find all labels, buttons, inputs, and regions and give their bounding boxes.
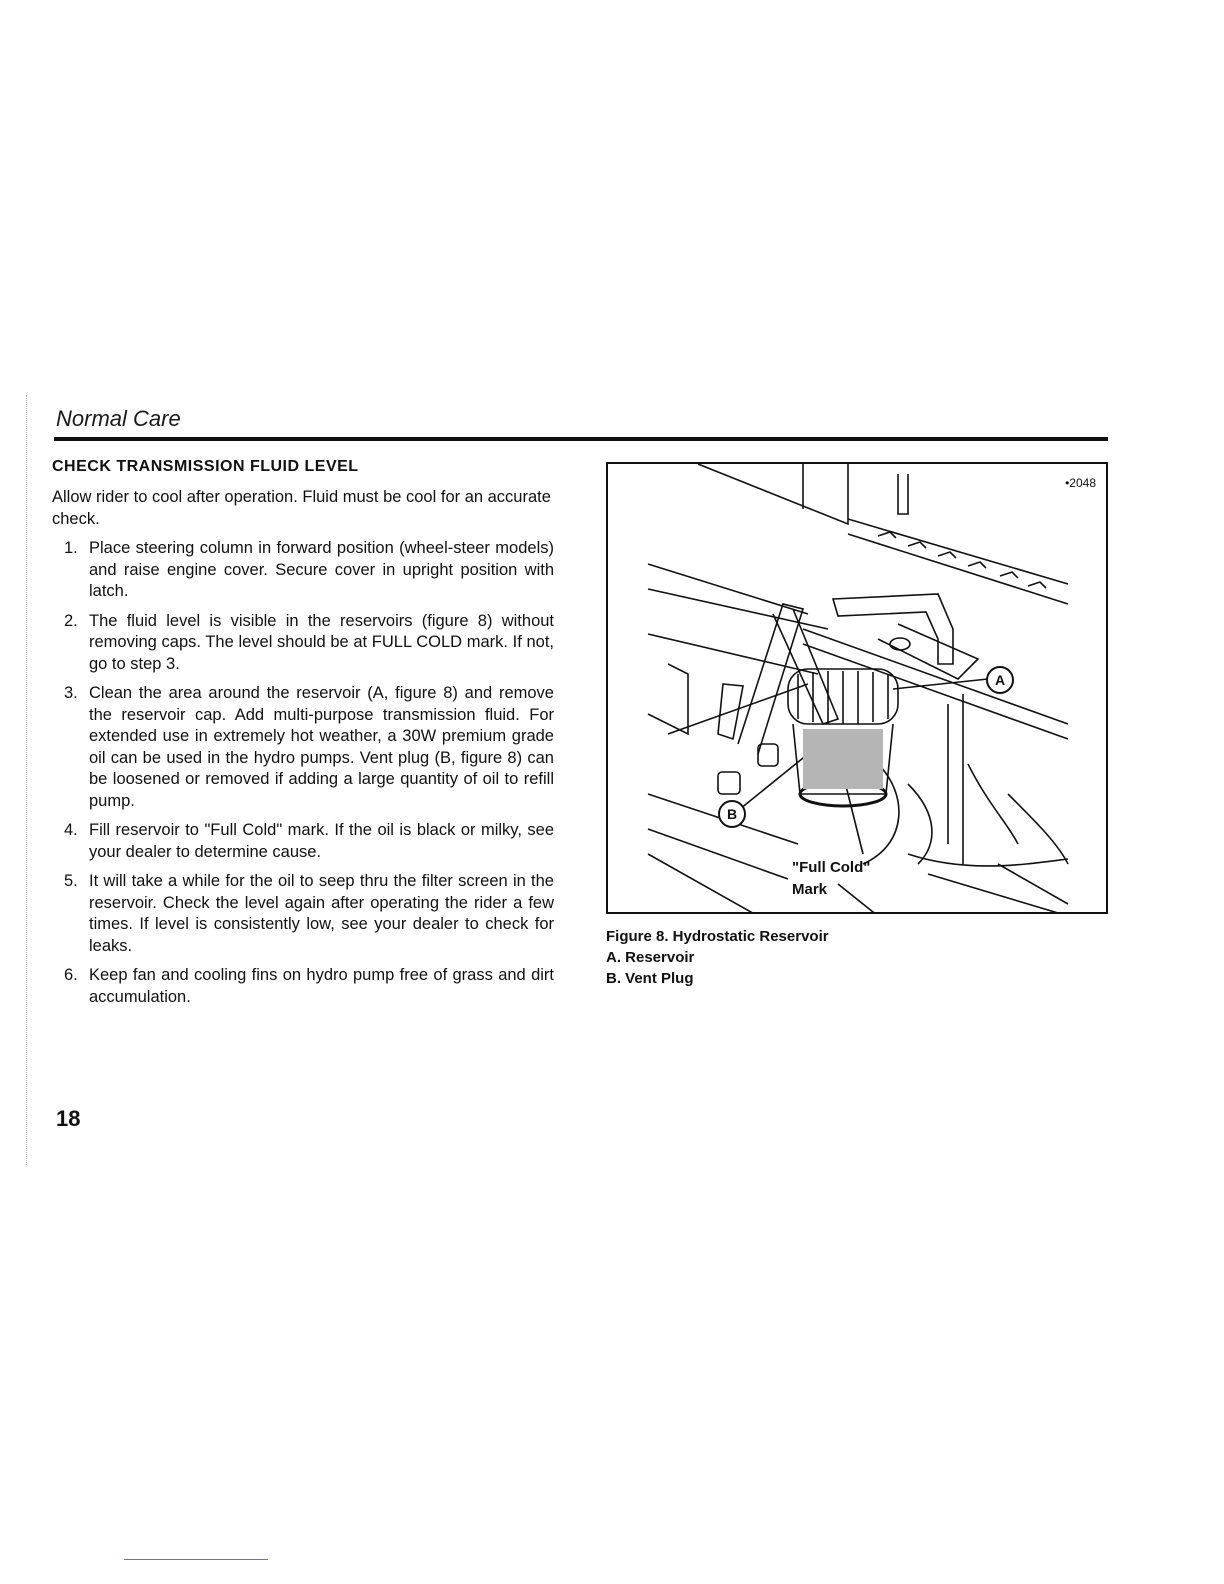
step-item xyxy=(52,965,554,1008)
hydrostatic-reservoir-figure xyxy=(606,462,1108,914)
caption-item-a: A. Reservoir xyxy=(606,949,695,966)
step-text: The fluid level is visible in the reservoirs (figure 8) without removing caps. The level should be at FULL COLD mark. If not, go to step 3. xyxy=(89,611,554,673)
mark-label: Mark xyxy=(792,881,828,898)
step-item xyxy=(52,538,554,603)
intro-paragraph: Allow rider to cool after operation. Fluid must be cool for an accurate check. xyxy=(52,488,551,528)
reservoir-illustration xyxy=(608,464,1108,914)
step-text: Keep fan and cooling fins on hydro pump free of grass and dirt accumulation. xyxy=(89,966,554,1006)
step-number: 5. xyxy=(64,872,78,890)
caption-item-b: B. Vent Plug xyxy=(606,970,694,987)
figure-number: •2048 xyxy=(1065,476,1096,490)
step-number: 1. xyxy=(64,539,78,557)
bottom-scan-line xyxy=(124,1559,268,1560)
callout-a-label: A xyxy=(986,666,1014,694)
instructions-column xyxy=(52,458,554,1016)
step-item xyxy=(52,611,554,676)
step-number: 3. xyxy=(64,684,78,702)
step-text: It will take a while for the oil to seep thru the filter screen in the reservoir. Check the level again after operating the rider a few times. If level is consistently low, see your dealer to check for leaks. xyxy=(89,872,554,955)
section-heading: CHECK TRANSMISSION FLUID LEVEL xyxy=(52,458,359,475)
step-text: Place steering column in forward position (wheel-steer models) and raise engine cover. Secure cover in upright position with latch. xyxy=(89,539,554,600)
step-text: Fill reservoir to "Full Cold" mark. If the oil is black or milky, see your dealer to determine cause. xyxy=(89,821,554,861)
step-number: 2. xyxy=(64,611,78,630)
caption-title: Figure 8. Hydrostatic Reservoir xyxy=(606,928,829,945)
step-item xyxy=(52,683,554,812)
scan-edge-mark xyxy=(26,395,28,1165)
step-text: Clean the area around the reservoir (A, figure 8) and remove the reservoir cap. Add multi-purpose transmission fluid. For extended use in extremely hot weather, a 30W premium grade oil can be used in the hydro pumps. Vent plug (B, figure 8) can be loosened or removed if adding a large quantity of oil to refill pump. xyxy=(89,684,554,810)
step-number: 4. xyxy=(64,821,78,839)
full-cold-label: "Full Cold" xyxy=(792,859,871,876)
step-number: 6. xyxy=(64,966,78,984)
page-number: 18 xyxy=(56,1106,81,1131)
step-item xyxy=(52,871,554,957)
section-header: Normal Care xyxy=(56,406,181,431)
figure-caption xyxy=(606,926,1066,989)
header-rule xyxy=(54,437,1108,441)
step-item xyxy=(52,820,554,863)
steps-list xyxy=(52,538,554,1008)
callout-b-label: B xyxy=(718,800,746,828)
